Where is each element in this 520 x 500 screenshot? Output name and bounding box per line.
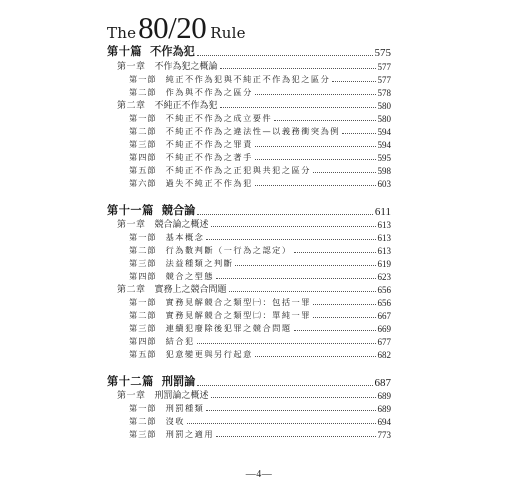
toc-entry-title: 法益種類之判斷 (165, 258, 234, 268)
toc-entry-page: 603 (377, 179, 391, 189)
toc-entry-title: 競合論之概述 (154, 220, 209, 230)
toc-entry-title: 實務上之競合問題 (154, 285, 227, 295)
toc-entry-label (129, 349, 253, 360)
toc-entry-number: 第二章 (117, 285, 146, 295)
toc-entry-page: 667 (377, 311, 391, 321)
toc-entry-label (107, 202, 195, 218)
toc-section-entry (107, 231, 391, 243)
header-the: The (107, 24, 137, 42)
dot-leader (211, 226, 376, 227)
dot-leader (255, 159, 376, 160)
toc-entry-title: 犯意變更與另行起意 (165, 349, 253, 359)
dot-leader (255, 146, 376, 147)
toc-part-entry (107, 374, 391, 389)
toc-section-entry (107, 244, 391, 256)
toc-section-entry (107, 428, 391, 440)
toc-entry-number: 第三節 (129, 429, 157, 439)
toc-chapter-entry (107, 389, 391, 401)
toc-entry-number: 第四節 (129, 336, 157, 346)
toc-entry-title: 不純正不作為之違法性—以義務衝突為例 (165, 126, 340, 136)
dot-leader (255, 94, 376, 95)
toc-entry-title: 競合之型態 (165, 271, 215, 281)
toc-entry-title: 行為數判斷（一行為之認定） (165, 245, 292, 255)
dot-leader (197, 385, 372, 386)
dot-leader (255, 185, 376, 186)
dot-leader (229, 291, 376, 292)
toc-entry-page: 575 (374, 47, 391, 59)
toc-entry-title: 過失不純正不作為犯 (165, 178, 253, 188)
toc-entry-title: 不作為犯 (150, 44, 195, 58)
toc-entry-number: 第五節 (129, 349, 157, 359)
toc-entry-label (129, 429, 214, 440)
toc-entry-title: 刑罰論之概述 (154, 391, 209, 401)
toc-section-entry (107, 112, 391, 124)
toc-entry-number: 第四節 (129, 152, 157, 162)
toc-entry-page: 598 (377, 166, 391, 176)
dot-leader (206, 239, 375, 240)
dot-leader (197, 214, 373, 215)
toc-entry-number: 第一節 (129, 403, 157, 413)
toc-entry-label (129, 74, 330, 85)
toc-entry-page: 594 (377, 127, 391, 137)
toc-entry-number: 第二節 (129, 126, 157, 136)
dot-leader (211, 397, 376, 398)
toc-entry-label (129, 165, 311, 176)
toc-section-entry (107, 177, 391, 189)
dot-leader (274, 120, 375, 121)
dot-leader (187, 423, 376, 424)
toc-entry-label (129, 416, 185, 427)
dot-leader (332, 81, 375, 82)
toc-section-entry (107, 402, 391, 414)
toc-entry-title: 刑罰論 (161, 374, 196, 388)
toc-entry-number: 第二節 (129, 245, 157, 255)
running-header (107, 10, 407, 46)
toc-entry-title: 刑罰種類 (165, 403, 205, 413)
toc-entry-page: 613 (377, 233, 391, 243)
toc-section-entry (107, 138, 391, 150)
toc-entry-label (129, 87, 253, 98)
toc-entry-number: 第二節 (129, 310, 157, 320)
toc-entry-page: 613 (377, 220, 391, 230)
toc-section-entry (107, 296, 391, 308)
toc-entry-label (129, 336, 195, 347)
header-rule: Rule (210, 24, 246, 42)
toc-entry-label (129, 271, 214, 282)
toc-entry-title: 不純正不作為之成立要件 (165, 113, 273, 123)
toc-entry-title: 刑罰之適用 (165, 429, 215, 439)
toc-entry-label (129, 323, 292, 334)
toc-section-entry (107, 270, 391, 282)
toc-entry-page: 773 (377, 430, 391, 440)
toc-entry-number: 第六節 (129, 178, 157, 188)
toc-entry-label (117, 217, 209, 230)
toc-entry-page: 577 (377, 62, 391, 72)
toc-entry-page: 656 (377, 285, 391, 295)
toc-entry-number: 第十篇 (107, 44, 143, 58)
toc-section-entry (107, 335, 391, 347)
dot-leader (216, 436, 375, 437)
toc-entry-title: 基本概念 (165, 232, 205, 242)
toc-entry-title: 競合論 (161, 203, 196, 217)
toc-entry-number: 第一節 (129, 74, 157, 84)
toc-entry-page: 677 (377, 337, 391, 347)
toc-entry-number: 第二章 (117, 101, 146, 111)
dot-leader (220, 68, 376, 69)
toc-entry-number: 第四節 (129, 271, 157, 281)
toc-entry-number: 第一節 (129, 232, 157, 242)
toc-part-entry (107, 44, 391, 59)
toc-entry-title: 實務見解競合之類型㈠：包括一罪 (165, 297, 311, 307)
toc-chapter-entry (107, 218, 391, 230)
dot-leader (313, 317, 376, 318)
toc-section-entry (107, 151, 391, 163)
toc-entry-page: 578 (377, 88, 391, 98)
toc-part-entry (107, 203, 391, 218)
dot-leader (197, 343, 376, 344)
toc-entry-page: 689 (377, 404, 391, 414)
toc-section-entry (107, 125, 391, 137)
toc-entry-title: 純正不作為犯與不純正不作為犯之區分 (165, 74, 331, 84)
header-number: 80/20 (138, 10, 207, 45)
toc-entry-title: 不純正不作為之正犯與共犯之區分 (165, 165, 311, 175)
toc-entry-number: 第一節 (129, 113, 157, 123)
page-number: —4— (245, 469, 273, 480)
toc-chapter-entry (107, 99, 391, 111)
dot-leader (294, 252, 376, 253)
toc-entry-title: 不純正不作為之著手 (165, 152, 253, 162)
toc-entry-title: 不作為犯之概論 (154, 62, 218, 72)
toc-entry-page: 669 (377, 324, 391, 334)
toc-entry-number: 第十二篇 (107, 374, 154, 388)
toc-entry-page: 689 (377, 391, 391, 401)
toc-entry-number: 第二節 (129, 416, 157, 426)
toc-section-entry (107, 309, 391, 321)
toc-section-entry (107, 415, 391, 427)
toc-entry-label (129, 152, 253, 163)
toc-entry-page: 594 (377, 140, 391, 150)
toc-entry-label (129, 139, 253, 150)
toc-entry-title: 作為與不作為之區分 (165, 87, 253, 97)
toc-entry-label (107, 43, 195, 59)
toc-entry-number: 第一章 (117, 391, 146, 401)
dot-leader (206, 410, 375, 411)
toc-entry-page: 656 (377, 298, 391, 308)
toc-section-entry (107, 257, 391, 269)
toc-entry-label (129, 310, 311, 321)
toc-entry-page: 694 (377, 417, 391, 427)
toc-entry-number: 第十一篇 (107, 203, 154, 217)
toc-section-entry (107, 322, 391, 334)
toc-section-entry (107, 164, 391, 176)
toc-chapter-entry (107, 60, 391, 72)
toc-entry-label (117, 388, 209, 401)
dot-leader (313, 304, 376, 305)
dot-leader (294, 330, 376, 331)
toc-entry-label (129, 232, 204, 243)
toc-chapter-entry (107, 283, 391, 295)
toc-entry-page: 682 (377, 350, 391, 360)
dot-leader (197, 55, 373, 56)
toc-entry-page: 580 (377, 114, 391, 124)
toc-entry-page: 687 (374, 377, 391, 389)
dot-leader (220, 107, 376, 108)
toc-entry-page: 623 (377, 272, 391, 282)
toc-entry-title: 沒收 (165, 416, 185, 426)
toc-entry-title: 連續犯廢除後犯罪之競合問題 (165, 323, 292, 333)
dot-leader (235, 265, 375, 266)
toc-entry-page: 611 (374, 206, 391, 218)
toc-entry-number: 第二節 (129, 87, 157, 97)
toc-entry-label (117, 59, 218, 72)
toc-entry-page: 577 (377, 75, 391, 85)
toc-entry-label (129, 113, 272, 124)
toc-entry-label (129, 178, 253, 189)
toc-entry-number: 第一章 (117, 220, 146, 230)
toc-entry-title: 不純正不作為犯 (154, 101, 218, 111)
toc-entry-title: 不純正不作為之罪責 (165, 139, 253, 149)
toc-entry-label (117, 98, 218, 111)
dot-leader (216, 278, 375, 279)
toc-entry-label (129, 258, 233, 269)
toc-entry-title: 結合犯 (165, 336, 195, 346)
toc-entry-number: 第一章 (117, 62, 146, 72)
dot-leader (313, 172, 376, 173)
toc-entry-page: 613 (377, 246, 391, 256)
toc-entry-page: 619 (377, 259, 391, 269)
toc-entry-number: 第三節 (129, 139, 157, 149)
toc-section-entry (107, 86, 391, 98)
dot-leader (342, 133, 376, 134)
toc-entry-number: 第三節 (129, 258, 157, 268)
toc-entry-title: 實務見解競合之類型㈡：單純一罪 (165, 310, 311, 320)
toc-entry-label (129, 297, 311, 308)
toc-entry-page: 595 (377, 153, 391, 163)
toc-entry-label (129, 403, 204, 414)
toc-entry-label (129, 126, 340, 137)
toc-entry-number: 第一節 (129, 297, 157, 307)
toc-entry-page: 580 (377, 101, 391, 111)
toc-entry-label (107, 373, 195, 389)
toc-entry-label (129, 245, 292, 256)
toc-entry-number: 第三節 (129, 323, 157, 333)
toc-section-entry (107, 348, 391, 360)
toc-entry-number: 第五節 (129, 165, 157, 175)
dot-leader (255, 356, 376, 357)
toc-section-entry (107, 73, 391, 85)
toc-entry-label (117, 282, 227, 295)
